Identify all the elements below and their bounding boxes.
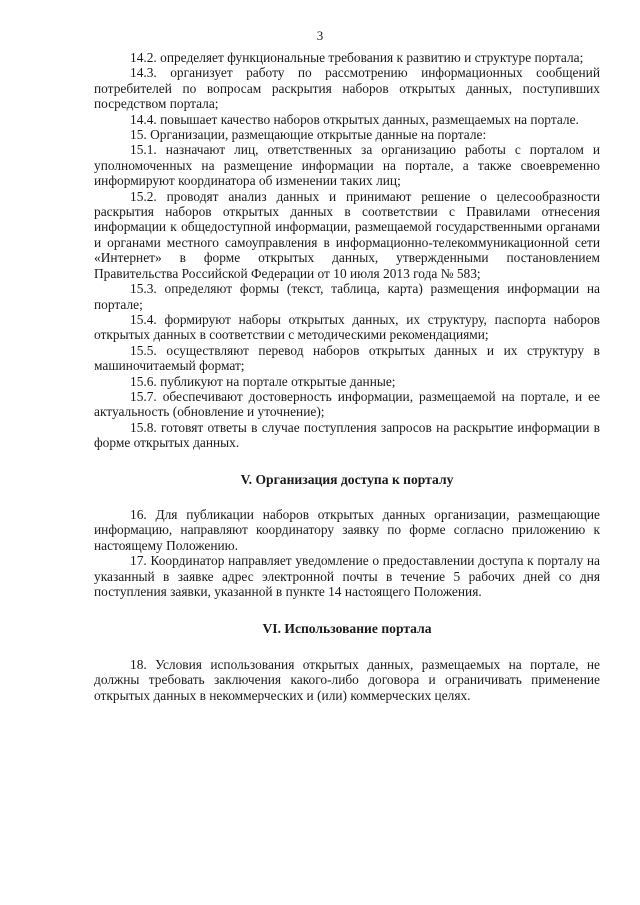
paragraph-15-8: 15.8. готовят ответы в случае поступления запросов на раскрытие информации в форме открытых данных. bbox=[94, 419, 600, 451]
paragraph-15-5: 15.5. осуществляют перевод наборов открытых данных и их структуру в машиночитаемый формат; bbox=[94, 342, 600, 374]
page-number: 3 bbox=[316, 28, 324, 43]
paragraph-15-7: 15.7. обеспечивают достоверность информации, размещаемой на портале, и ее актуальность (обновление и уточнение); bbox=[94, 388, 600, 420]
paragraph-14-3: 14.3. организует работу по рассмотрению информационных сообщений потребителей по вопросам раскрытия наборов открытых данных, поступивших посредством портала; bbox=[94, 65, 600, 112]
paragraph-15: 15. Организации, размещающие открытые данные на портале: bbox=[130, 127, 487, 143]
paragraph-16: 16. Для публикации наборов открытых данных организации, размещающие информацию, направляют координатору заявку по форме согласно приложению к настоящему Положению. bbox=[94, 506, 600, 553]
paragraph-15-1: 15.1. назначают лиц, ответственных за организацию работы с порталом и уполномоченных на размещение информации на портале, а также своевременно информируют координатора об изменении таких лиц; bbox=[94, 142, 600, 189]
paragraph-14-4: 14.4. повышает качество наборов открытых данных, размещаемых на портале. bbox=[130, 111, 579, 127]
paragraph-14-2: 14.2. определяет функциональные требования к развитию и структуре портала; bbox=[130, 50, 584, 65]
document-body bbox=[94, 50, 600, 703]
paragraph-15-6: 15.6. публикуют на портале открытые данные; bbox=[130, 373, 396, 389]
section-heading-v: V. Организация доступа к порталу bbox=[240, 471, 454, 487]
paragraph-15-3: 15.3. определяют формы (текст, таблица, карта) размещения информации на портале; bbox=[94, 281, 600, 312]
paragraph-15-2: 15.2. проводят анализ данных и принимают решение о целесообразности раскрытия наборов открытых данных в соответствии с Правилами отнесения информации к общедоступной информации, размещаемой государственными органами и органами местного самоуправления в информационно-телекоммуникационной сети «Интернет» в форме открытых данных, утвержденными постановлением Правительства Российской Федерации от 10 июля 2013 года № 583; bbox=[94, 188, 600, 281]
paragraph-15-4: 15.4. формируют наборы открытых данных, их структуру, паспорта наборов открытых данных в соответствии с методическими рекомендациями; bbox=[94, 311, 600, 343]
paragraph-17: 17. Координатор направляет уведомление о предоставлении доступа к порталу на указанный в заявке адрес электронной почты в течение 5 рабочих дней со дня поступления заявки, указанной в пункте 14 настоящего Положения. bbox=[94, 553, 600, 599]
section-heading-vi: VI. Использование портала bbox=[262, 621, 432, 637]
paragraph-18: 18. Условия использования открытых данных, размещаемых на портале, не должны требовать заключения какого-либо договора и ограничивать применение открытых данных в некоммерческих и (или) коммерческих целях. bbox=[94, 656, 600, 703]
